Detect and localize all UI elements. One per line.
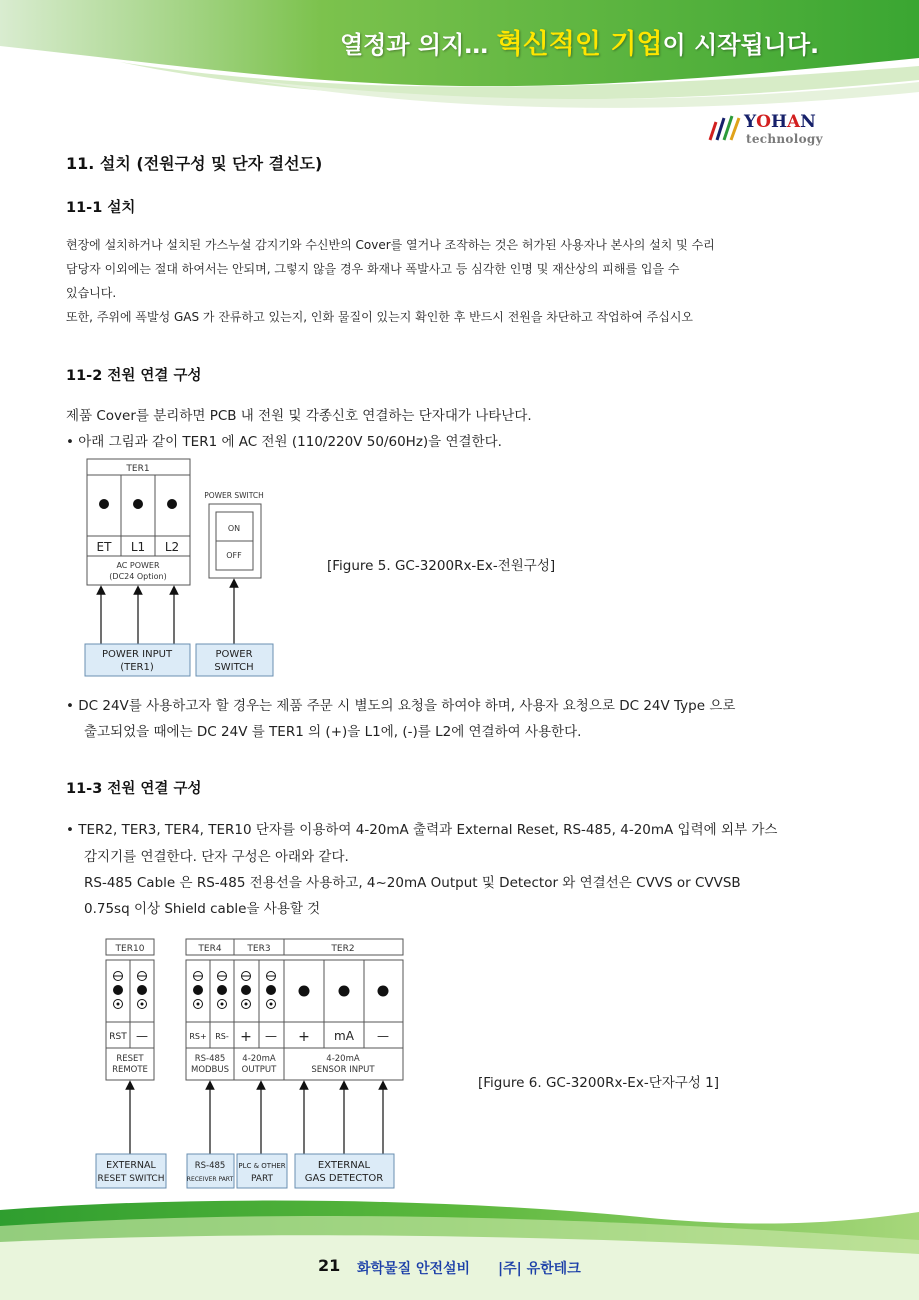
minus-label: — bbox=[265, 1029, 277, 1043]
terminal-screw-icon bbox=[133, 499, 143, 509]
power-switch-box-label: POWER bbox=[215, 649, 253, 660]
external-reset-label2: RESET SWITCH bbox=[97, 1174, 165, 1184]
bullet-continuation: 감지기를 연결한다. 단자 구성은 아래와 같다. bbox=[84, 849, 349, 865]
rst-label: RST bbox=[109, 1032, 127, 1042]
external-gas-detector-label: EXTERNAL bbox=[317, 1160, 371, 1171]
heading-11-1: 11-1 설치 bbox=[66, 200, 136, 216]
ma-output-label2: OUTPUT bbox=[241, 1065, 277, 1075]
power-switch-box-label2: SWITCH bbox=[214, 662, 254, 673]
rs-minus-label: RS- bbox=[215, 1032, 229, 1041]
bullet-item: • TER2, TER3, TER4, TER10 단자를 이용하여 4-20mA 출력과 External Reset, RS-485, 4-20mA 입력에 외부 가스 bbox=[66, 822, 778, 838]
paragraph-line: 현장에 설치하거나 설치된 가스누설 감지기와 수신반의 Cover를 열거나 조작하는 것은 허가된 사용자나 본사의 설치 및 수리 bbox=[66, 238, 715, 252]
terminal-screw-icon bbox=[99, 499, 109, 509]
ac-power-option: (DC24 Option) bbox=[109, 572, 167, 581]
header-slogan: 열정과 의지… 혁신적인 기업이 시작됩니다. bbox=[340, 29, 820, 60]
minus-label: — bbox=[377, 1029, 389, 1043]
figure-5-caption: [Figure 5. GC-3200Rx-Ex-전원구성] bbox=[327, 558, 556, 574]
power-input-ter1: (TER1) bbox=[120, 662, 154, 673]
ter3-label: TER3 bbox=[247, 944, 271, 954]
ma-label: mA bbox=[334, 1029, 354, 1043]
bullet-item: • 아래 그림과 같이 TER1 에 AC 전원 (110/220V 50/60Hz)을 연결한다. bbox=[66, 434, 502, 450]
ter1-label: TER1 bbox=[126, 464, 150, 474]
power-input-label: POWER INPUT bbox=[101, 649, 173, 660]
bullet-icon: • bbox=[66, 434, 79, 450]
plus-label: + bbox=[298, 1029, 310, 1045]
figure-6-caption: [Figure 6. GC-3200Rx-Ex-단자구성 1] bbox=[478, 1075, 720, 1091]
note-line: 0.75sq 이상 Shield cable을 사용할 것 bbox=[84, 901, 321, 917]
logo-stripes-icon bbox=[706, 114, 742, 142]
bullet-item: • DC 24V를 사용하고자 할 경우는 제품 주문 시 별도의 요청을 하여야 하며, 사용자 요청으로 DC 24V Type 으로 bbox=[66, 698, 736, 714]
rs-plus-label: RS+ bbox=[189, 1032, 207, 1041]
note-line: RS-485 Cable 은 RS-485 전용선을 사용하고, 4~20mA Output 및 Detector 와 연결선은 CVVS or CVVSB bbox=[84, 875, 741, 891]
reset-remote-label2: REMOTE bbox=[112, 1065, 148, 1075]
footer-text-company: |주| 유한테크 bbox=[498, 1261, 581, 1277]
footer-banner bbox=[0, 1190, 919, 1300]
ter10-label: TER10 bbox=[115, 944, 145, 954]
paragraph-line: 담당자 이외에는 절대 하여서는 안되며, 그렇지 않을 경우 화재나 폭발사고 등 심각한 인명 및 재산상의 피해를 입을 수 bbox=[66, 262, 680, 276]
power-switch-title: POWER SWITCH bbox=[204, 491, 264, 500]
bullet-icon: • bbox=[66, 822, 79, 838]
sensor-input-label2: SENSOR INPUT bbox=[311, 1065, 375, 1075]
terminal-screw-icon bbox=[167, 499, 177, 509]
bullet-icon: • bbox=[66, 698, 79, 714]
section-title: 11. 설치 (전원구성 및 단자 결선도) bbox=[66, 154, 323, 173]
footer-text-facility: 화학물질 안전설비 bbox=[357, 1261, 471, 1277]
switch-off-label: OFF bbox=[226, 551, 242, 560]
sensor-input-label: 4-20mA bbox=[326, 1054, 360, 1064]
ma-output-label: 4-20mA bbox=[242, 1054, 276, 1064]
figure-5-power-diagram bbox=[80, 454, 280, 684]
terminal-label: L1 bbox=[130, 540, 146, 554]
heading-11-3: 11-3 전원 연결 구성 bbox=[66, 781, 202, 797]
page-number: 21 bbox=[318, 1256, 341, 1275]
plc-other-label2: PART bbox=[250, 1174, 274, 1184]
plus-label: + bbox=[240, 1029, 252, 1045]
switch-on-label: ON bbox=[227, 524, 241, 533]
terminal-label: ET bbox=[96, 540, 112, 554]
bullet-continuation: 출고되었을 때에는 DC 24V 를 TER1 의 (+)을 L1에, (-)를 L2에 연결하여 사용한다. bbox=[84, 724, 582, 740]
ac-power-label: AC POWER bbox=[116, 561, 160, 570]
logo-wordmark: YOHAN bbox=[744, 112, 816, 132]
logo-subtitle: technology bbox=[746, 132, 823, 146]
paragraph-line: 또한, 주위에 폭발성 GAS 가 잔류하고 있는지, 인화 물질이 있는지 확인한 후 반드시 전원을 차단하고 작업하여 주십시오 bbox=[66, 310, 694, 324]
reset-remote-label: RESET bbox=[116, 1054, 144, 1064]
ter4-label: TER4 bbox=[198, 944, 222, 954]
rs485-receiver-label2: RECEIVER PART bbox=[186, 1176, 234, 1183]
rs485-modbus-label2: MODBUS bbox=[190, 1065, 230, 1075]
terminal-label: L2 bbox=[164, 540, 180, 554]
external-reset-label: EXTERNAL bbox=[106, 1160, 156, 1171]
company-logo bbox=[706, 110, 856, 150]
ter2-label: TER2 bbox=[331, 944, 355, 954]
paragraph-intro: 제품 Cover를 분리하면 PCB 내 전원 및 각종신호 연결하는 단자대가 나타난다. bbox=[66, 408, 532, 424]
heading-11-2: 11-2 전원 연결 구성 bbox=[66, 368, 202, 384]
figure-6-terminal-diagram bbox=[94, 934, 406, 1192]
paragraph-line: 있습니다. bbox=[66, 286, 117, 300]
external-gas-detector-label2: GAS DETECTOR bbox=[304, 1173, 384, 1184]
minus-label: — bbox=[136, 1029, 148, 1043]
rs485-receiver-label: RS-485 bbox=[194, 1161, 226, 1171]
rs485-modbus-label: RS-485 bbox=[194, 1054, 226, 1064]
plc-other-label: PLC & OTHER bbox=[238, 1162, 286, 1170]
